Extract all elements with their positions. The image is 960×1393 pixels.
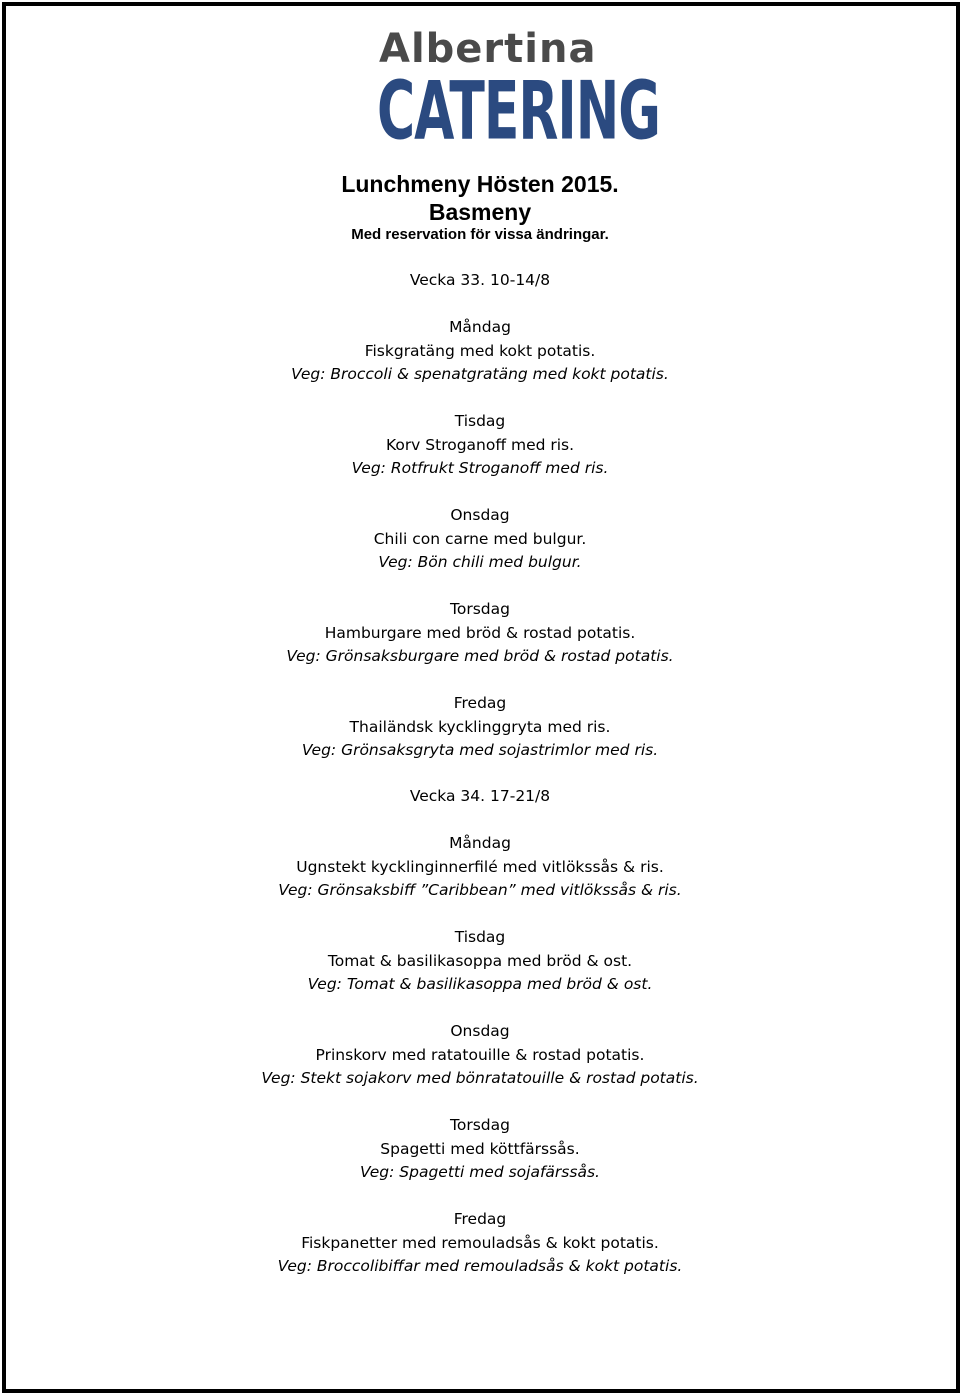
day-name: Tisdag <box>454 928 506 946</box>
week-label: Vecka 34. 17-21/8 <box>409 787 551 805</box>
dish: Tomat & basilikasoppa med bröd & ost. <box>327 952 633 970</box>
day-name: Onsdag <box>450 1022 510 1040</box>
day-name: Torsdag <box>450 600 510 618</box>
dish: Thailändsk kycklinggryta med ris. <box>349 718 611 736</box>
reservation-note: Med reservation för vissa ändringar. <box>351 226 609 243</box>
week-label: Vecka 33. 10-14/8 <box>409 271 551 289</box>
day-name: Torsdag <box>450 1116 510 1134</box>
dish: Hamburgare med bröd & rostad potatis. <box>324 624 636 642</box>
menu-subtitle: Basmeny <box>428 199 532 225</box>
veg-dish: Veg: Grönsaksburgare med bröd & rostad potatis. <box>286 647 674 665</box>
day-name: Måndag <box>449 834 511 852</box>
dish: Korv Stroganoff med ris. <box>385 436 575 454</box>
veg-dish: Veg: Grönsaksbiff ”Caribbean” med vitlökssås & ris. <box>278 881 682 899</box>
dish: Chili con carne med bulgur. <box>373 530 587 548</box>
week-section <box>0 784 960 1278</box>
logo-line-2: CATERING <box>377 65 660 159</box>
day-name: Fredag <box>453 694 507 712</box>
dish: Prinskorv med ratatouille & rostad potatis. <box>315 1046 645 1064</box>
veg-dish: Veg: Rotfrukt Stroganoff med ris. <box>351 459 609 477</box>
menu-title: Lunchmeny Hösten 2015. <box>341 171 619 197</box>
day-name: Måndag <box>449 318 511 336</box>
week-section <box>0 268 960 762</box>
veg-dish: Veg: Stekt sojakorv med bönratatouille & rostad potatis. <box>261 1069 699 1087</box>
logo-line-1: Albertina <box>379 26 597 72</box>
dish: Spagetti med köttfärssås. <box>380 1140 580 1158</box>
day-name: Onsdag <box>450 506 510 524</box>
veg-dish: Veg: Grönsaksgryta med sojastrimlor med ris. <box>301 741 659 759</box>
veg-dish: Veg: Spagetti med sojafärssås. <box>360 1163 600 1181</box>
albertina-catering-logo <box>377 26 660 159</box>
veg-dish: Veg: Tomat & basilikasoppa med bröd & ost. <box>307 975 653 993</box>
veg-dish: Veg: Bön chili med bulgur. <box>378 553 582 571</box>
day-name: Fredag <box>453 1210 507 1228</box>
veg-dish: Veg: Broccolibiffar med remouladsås & kokt potatis. <box>277 1257 683 1275</box>
dish: Ugnstekt kycklinginnerfilé med vitlökssås & ris. <box>296 858 664 876</box>
dish: Fiskpanetter med remouladsås & kokt potatis. <box>301 1234 659 1252</box>
dish: Fiskgratäng med kokt potatis. <box>364 342 596 360</box>
veg-dish: Veg: Broccoli & spenatgratäng med kokt potatis. <box>291 365 669 383</box>
day-name: Tisdag <box>454 412 506 430</box>
